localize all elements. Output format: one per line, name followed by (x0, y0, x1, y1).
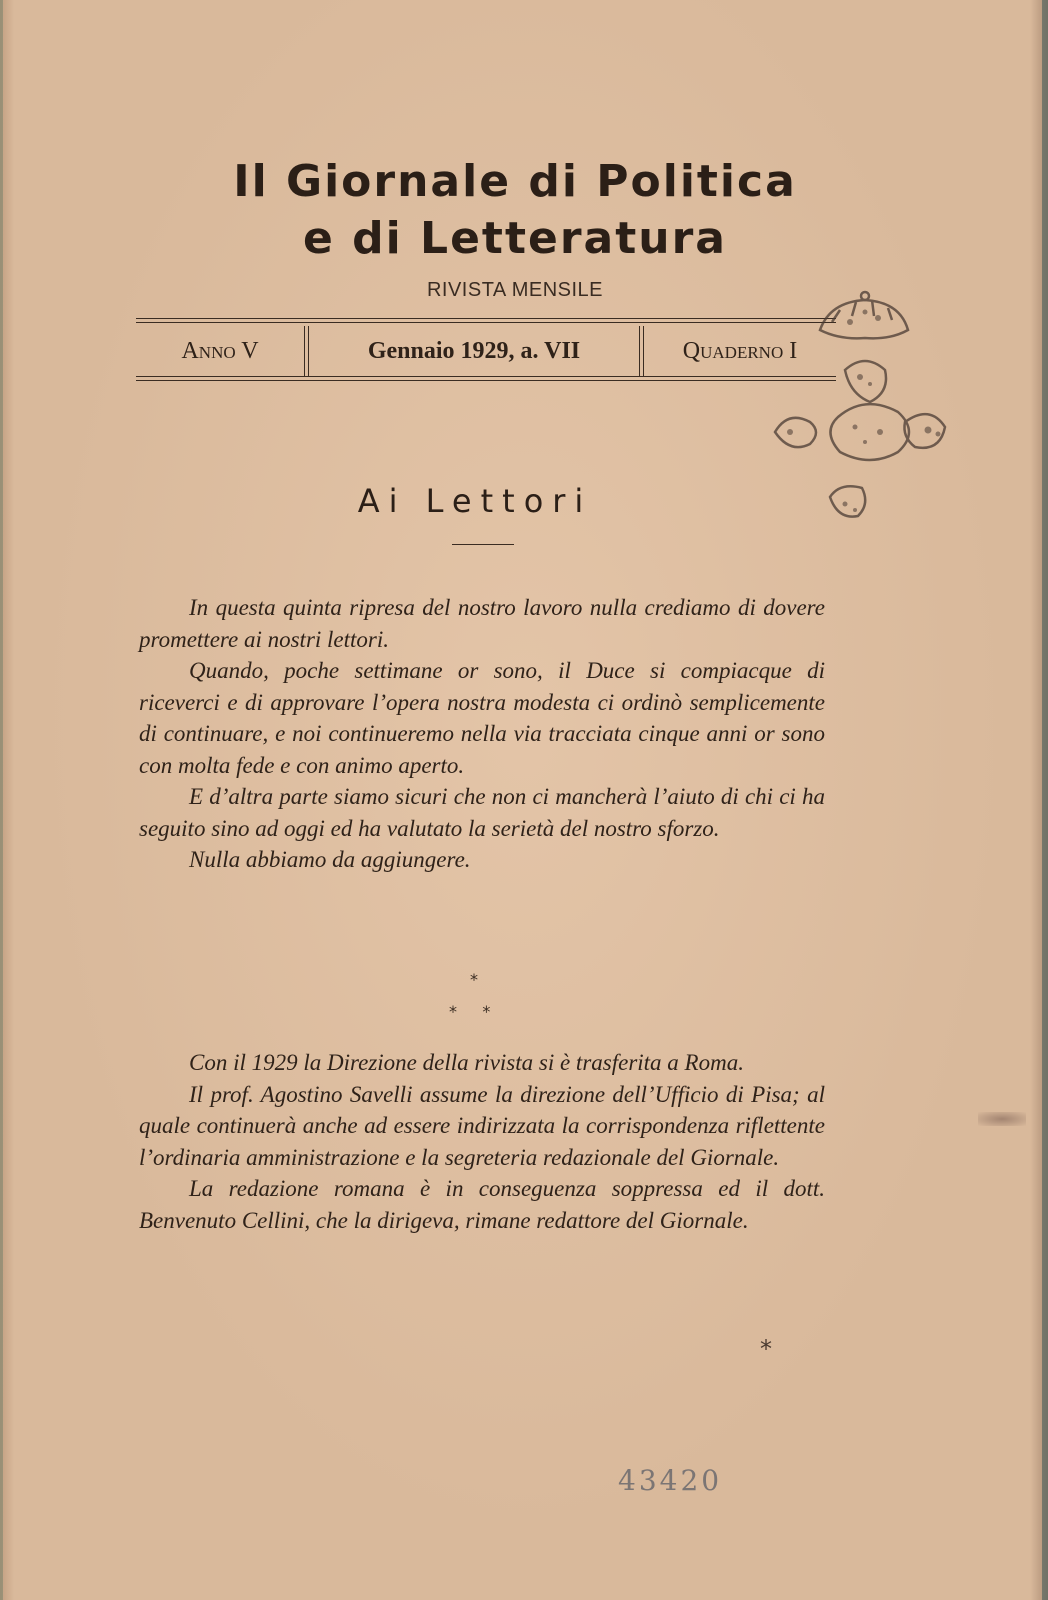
rule-bottom-2 (136, 380, 836, 381)
section-title: Ai Lettori (357, 482, 593, 520)
article-body-part2 (139, 1047, 825, 1236)
issue-info-bar (136, 326, 836, 376)
paragraph: La redazione romana è in conseguenza soppressa ed il dott. Benvenuto Cellini, che la dirigeva, rimane redattore del Giornale. (139, 1176, 825, 1233)
paragraph: Nulla abbiamo da aggiungere. (189, 847, 471, 872)
rule-top-2 (136, 322, 836, 323)
journal-subtitle: RIVISTA MENSILE (426, 279, 604, 301)
issue-quaderno: Quaderno I (682, 337, 798, 364)
paragraph: In questa quinta ripresa del nostro lavoro nulla crediamo di dovere promettere ai nostri lettori. (139, 595, 825, 652)
page-edge-right (1042, 0, 1048, 1600)
article-body-part1 (139, 592, 825, 876)
catalog-number: 43420 (618, 1464, 723, 1497)
paragraph: Quando, poche settimane or sono, il Duce si compiacque di riceverci e di approvare l’opera nostra modesta ci ordinò semplicemente di continuare, e noi continueremo nella via tracciata cinque anni or sono con molta fede e con animo aperto. (139, 658, 825, 778)
journal-title-line1: Il Giornale di Politica (233, 156, 797, 207)
separator-asterisk-top: * (470, 970, 478, 989)
paragraph: Con il 1929 la Direzione della rivista si è trasferita a Roma. (189, 1050, 744, 1075)
journal-title-line2: e di Letteratura (303, 213, 727, 264)
page-edge-left (0, 0, 3, 1600)
end-mark: * (760, 1335, 772, 1363)
issue-anno: Anno V (181, 337, 259, 364)
issue-date: Gennaio 1929, a. VII (367, 337, 581, 364)
rule-top-1 (136, 318, 836, 319)
paper-smudge (978, 1112, 1026, 1126)
title-underline (452, 544, 514, 545)
rule-bottom-1 (136, 376, 836, 377)
paragraph: E d’altra parte siamo sicuri che non ci mancherà l’aiuto di chi ci ha seguito sino ad oggi ed ha valutato la serietà del nostro sforzo. (139, 784, 825, 841)
library-stamp (770, 282, 970, 542)
separator-asterisks-bottom: * * (449, 1002, 491, 1021)
paragraph: Il prof. Agostino Savelli assume la direzione dell’Ufficio di Pisa; al quale continuerà anche ad essere indirizzata la corrispondenza riflettente l’ordinaria amministrazione e la segreteria redazionale del Giornale. (139, 1081, 825, 1170)
